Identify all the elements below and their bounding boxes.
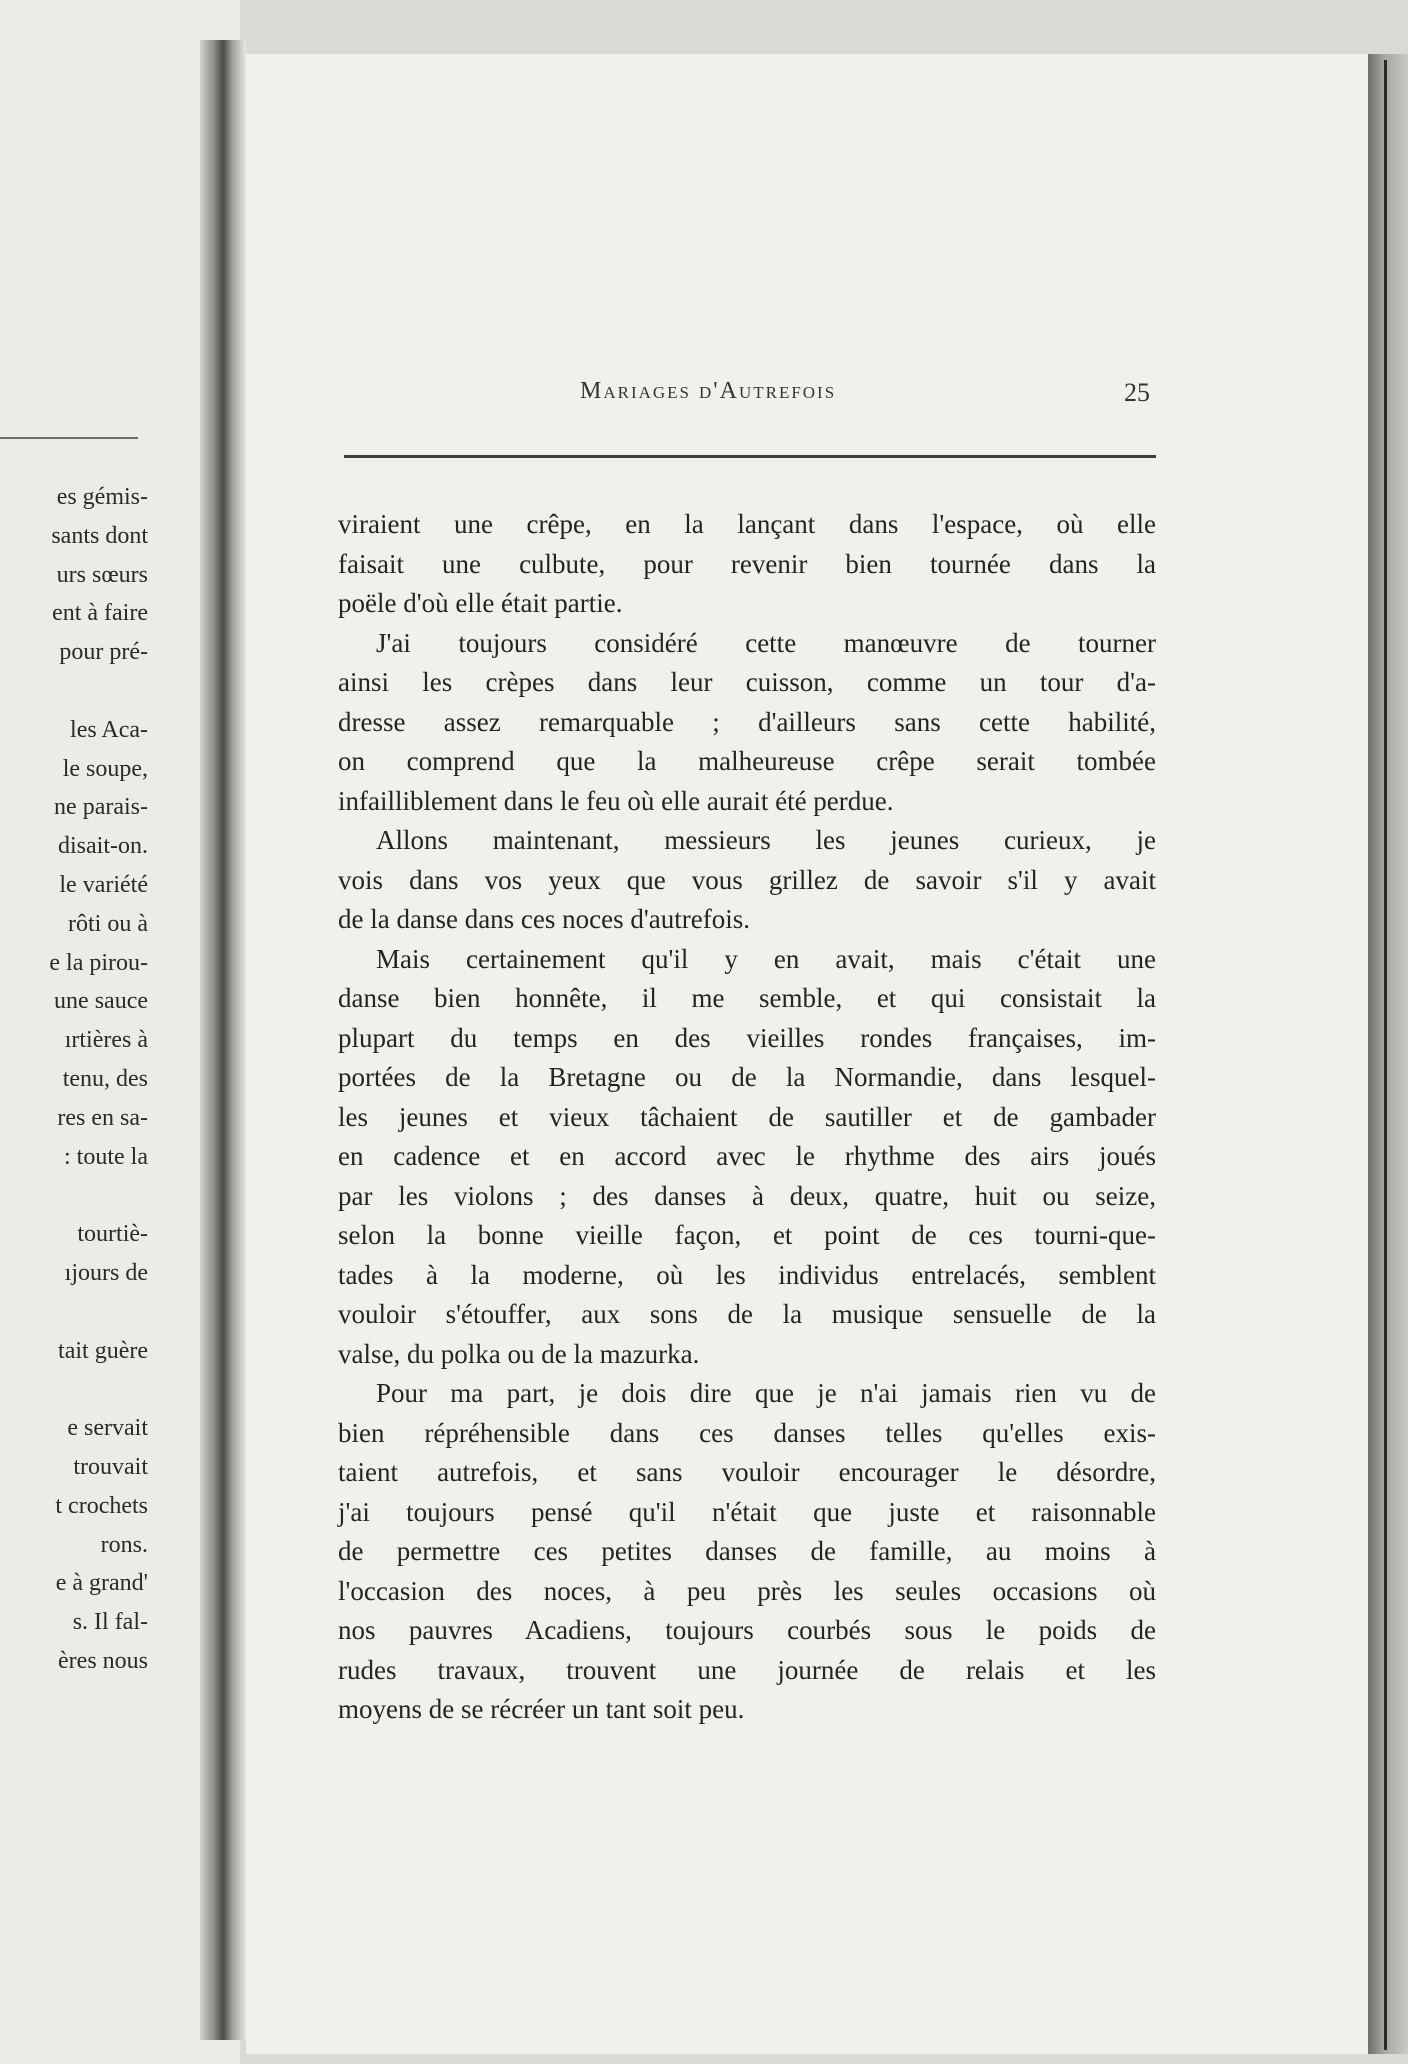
text-line: poële d'où elle était partie. (338, 588, 623, 618)
left-page-line: ent à faire (52, 600, 148, 627)
left-page-line: ırtières à (64, 1027, 148, 1054)
text-line: infailliblement dans le feu où elle aurait été perdue. (338, 785, 894, 816)
text-line: j'ai toujours pensé qu'il n'était que juste et raisonnable (338, 1496, 1156, 1527)
page-edge-line (1384, 60, 1387, 2050)
text-line: selon la bonne vieille façon, et point de ces tourni-que- (338, 1220, 1156, 1250)
left-page-line: le variété (59, 871, 148, 898)
left-page-line: pour pré- (53, 639, 148, 666)
text-line: on comprend que la malheureuse crêpe serait tombée (338, 746, 1156, 776)
left-page-line: e servait (67, 1415, 148, 1442)
left-page-line: disait-on. (58, 833, 148, 860)
body-text (338, 505, 1156, 1730)
left-page-line: e la pirou- (49, 949, 148, 976)
left-page-line: ne parais- (54, 794, 148, 821)
text-line: nos pauvres Acadiens, toujours courbés sous le poids de (338, 1615, 1156, 1645)
text-line: tades à la moderne, où les individus entrelacés, semblent (338, 1259, 1156, 1290)
text-line: vouloir s'étouffer, aux sons de la musique sensuelle de la (338, 1299, 1156, 1329)
left-page-line: urs sœurs (56, 561, 148, 588)
text-line: danse bien honnête, il me semble, et qui consistait la (338, 983, 1156, 1013)
text-line: en cadence et en accord avec le rhythme des airs joués (338, 1141, 1156, 1171)
text-line: valse, du polka ou de la mazurka. (338, 1338, 700, 1369)
text-line: portées de la Bretagne ou de la Normandie, dans lesquel- (338, 1062, 1156, 1092)
page-edge (1368, 54, 1408, 2054)
page-number: 25 (1124, 378, 1150, 407)
left-page-line: rôti ou à (62, 910, 148, 937)
text-line: taient autrefois, et sans vouloir encourager le désordre, (338, 1457, 1156, 1487)
left-page-rule (0, 437, 138, 439)
left-page-line: e à grand' (55, 1570, 148, 1597)
text-line: l'occasion des noces, à peu près les seules occasions où (338, 1575, 1156, 1606)
text-line: par les violons ; des danses à deux, quatre, huit ou seize, (338, 1180, 1156, 1211)
text-line: J'ai toujours considéré cette manœuvre de tourner (376, 627, 1156, 658)
left-page-line (0, 1176, 148, 1215)
left-page-line: : toute la (64, 1143, 148, 1170)
left-page-line: sants dont (51, 522, 148, 549)
text-line: moyens de se récréer un tant soit peu. (338, 1694, 745, 1724)
left-page-line: es gémis- (56, 484, 148, 510)
text-line: faisait une culbute, pour revenir bien tournée dans la (338, 548, 1156, 579)
text-line: plupart du temps en des vieilles rondes françaises, im- (338, 1022, 1156, 1053)
text-line: dresse assez remarquable ; d'ailleurs sans cette habilité, (338, 706, 1156, 737)
left-page-text (0, 478, 148, 1681)
left-page-line (0, 1293, 148, 1332)
left-page-line: tait guère (58, 1337, 148, 1364)
text-line: les jeunes et vieux tâchaient de sautiller et de gambader (338, 1101, 1156, 1132)
running-head: Mariages d'Autrefois (580, 378, 837, 404)
text-line: rudes travaux, trouvent une journée de relais et les (338, 1654, 1156, 1685)
text-line: ainsi les crèpes dans leur cuisson, comme un tour d'a- (338, 667, 1156, 697)
left-page-line: rons. (100, 1531, 148, 1558)
left-page-line: les Aca- (70, 716, 148, 743)
text-line: de permettre ces petites danses de famille, au moins à (338, 1536, 1156, 1566)
left-page-line: tenu, des (62, 1065, 148, 1092)
left-page-line (0, 1370, 148, 1409)
left-page-line: le soupe, (62, 755, 148, 782)
left-page-line: ères nous (58, 1647, 148, 1674)
header-rule (344, 455, 1156, 458)
left-page-line: res en sa- (57, 1104, 148, 1131)
text-line: Allons maintenant, messieurs les jeunes curieux, je (376, 825, 1156, 855)
text-line: de la danse dans ces noces d'autrefois. (338, 904, 750, 934)
left-page-line: trouvait (73, 1453, 148, 1480)
left-page-line: une sauce (54, 988, 148, 1015)
text-line: Pour ma part, je dois dire que je n'ai jamais rien vu de (376, 1378, 1156, 1408)
left-page-line: tourtiè- (77, 1221, 148, 1248)
text-line: vois dans vos yeux que vous grillez de savoir s'il y avait (338, 864, 1156, 895)
left-page-line: ıjours de (64, 1259, 148, 1286)
text-line: bien répréhensible dans ces danses telles qu'elles exis- (338, 1417, 1156, 1448)
left-page-line: t crochets (55, 1492, 148, 1519)
book-gutter (200, 40, 246, 2040)
text-line: Mais certainement qu'il y en avait, mais c'était une (376, 943, 1156, 974)
text-line: viraient une crêpe, en la lançant dans l'espace, où elle (338, 509, 1156, 539)
left-page-line: s. Il fal- (72, 1609, 148, 1636)
left-page-line (0, 672, 148, 711)
